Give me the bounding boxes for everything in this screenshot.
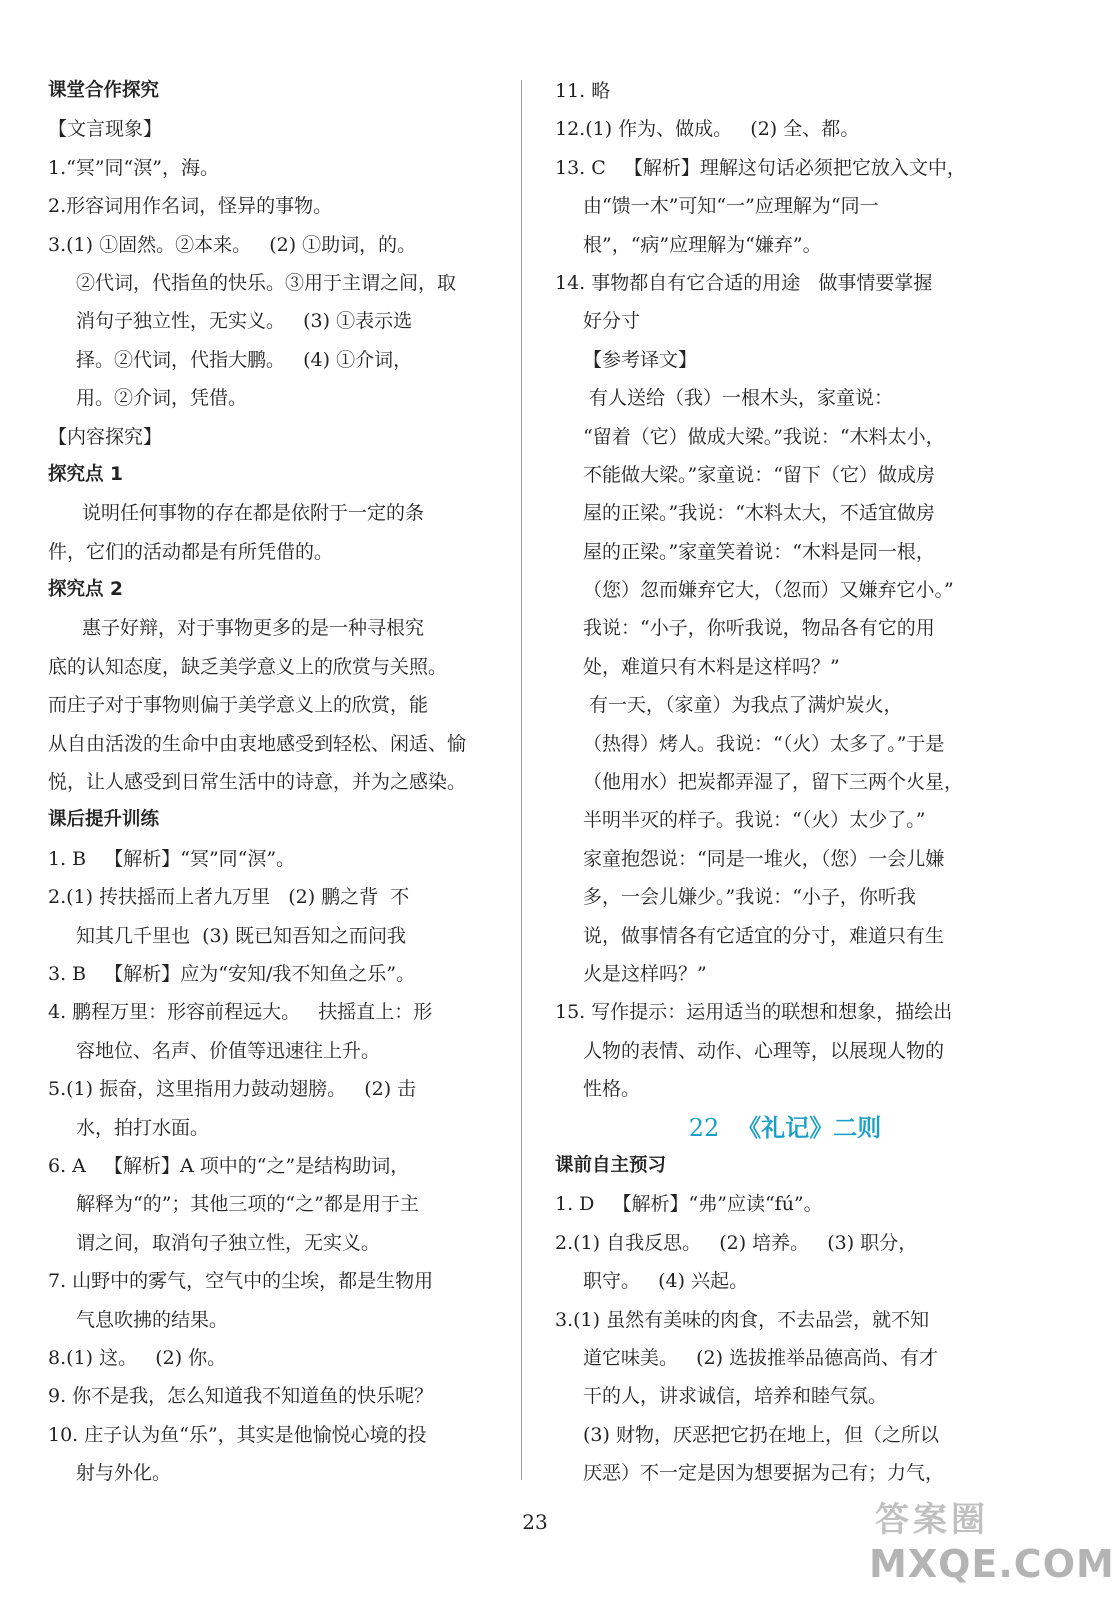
text-line: 由“馈一木”可知“一”应理解为“同一 bbox=[583, 195, 879, 218]
text-line: 屋的正梁。”我说：“木料太大，不适宜做房 bbox=[583, 502, 935, 525]
text-line: 说，做事情各有它适宜的分寸，难道只有生 bbox=[583, 924, 945, 947]
section-heading: 课后提升训练 bbox=[48, 809, 160, 831]
text-line: 容地位、名声、价值等迅速往上升。 bbox=[76, 1039, 381, 1062]
text-line: （他用水）把炭都弄湿了，留下三两个火星， bbox=[583, 771, 964, 794]
text-line: “留着（它）做成大梁。”我说：“木料太小， bbox=[583, 425, 945, 448]
text-line: 底的认知态度，缺乏美学意义上的欣赏与关照。 bbox=[48, 655, 448, 678]
watermark-bottom-text: MXQE.COM bbox=[869, 1542, 1115, 1586]
watermark-logo bbox=[855, 1492, 1115, 1592]
text-line: 火是这样吗？” bbox=[583, 962, 707, 985]
section-title bbox=[555, 1109, 1015, 1147]
text-line: 用。②介词，凭借。 bbox=[76, 387, 248, 410]
text-line: 5.(1) 振奋，这里指用力鼓动翅膀。 (2) 击 bbox=[48, 1078, 417, 1101]
text-line: （热得）烤人。我说：“（火）太多了。”于是 bbox=[583, 732, 945, 755]
text-line: 2.形容词用作名词，怪异的事物。 bbox=[48, 195, 333, 218]
text-line: （您）忽而嫌弃它大，（忽而）又嫌弃它小。” bbox=[583, 579, 954, 602]
text-line: 知其几千里也 (3) 既已知吾知之而问我 bbox=[76, 924, 407, 947]
watermark-top-text: 答案圈 bbox=[875, 1500, 989, 1540]
text-line: 处，难道只有木料是这样吗？” bbox=[583, 655, 840, 678]
text-line: 1.“冥”同“溟”，海。 bbox=[48, 156, 219, 179]
section-heading: 探究点 1 bbox=[48, 463, 123, 485]
text-line: 2.(1) 自我反思。 (2) 培养。 (3) 职分， bbox=[555, 1231, 918, 1254]
text-line: 4. 鹏程万里：形容前程远大。 扶摇直上：形 bbox=[48, 1001, 433, 1024]
text-line: 13. C 【解析】理解这句话必须把它放入文中， bbox=[555, 156, 966, 179]
text-line: 9. 你不是我，怎么知道我不知道鱼的快乐呢？ bbox=[48, 1385, 434, 1408]
text-line: (3) 财物，厌恶把它扔在地上，但（之所以 bbox=[583, 1423, 939, 1446]
text-line: 多，一会儿嫌少。”我说：“小子，你听我 bbox=[583, 886, 916, 909]
text-line: 厌恶）不一定是因为想要据为己有；力气， bbox=[583, 1462, 945, 1485]
text-line: 3.(1) 虽然有美味的肉食，不去品尝，就不知 bbox=[555, 1308, 930, 1331]
text-line: 件，它们的活动都是有所凭借的。 bbox=[48, 540, 334, 563]
text-line: 择。②代词，代指大鹏。 (4) ①介词， bbox=[76, 348, 413, 371]
text-line: 1. D 【解析】“弗”应读“fú”。 bbox=[555, 1193, 823, 1216]
text-line: 好分寸 bbox=[583, 310, 641, 333]
text-line: 干的人，讲求诚信，培养和睦气氛。 bbox=[583, 1385, 888, 1408]
text-line: 8.(1) 这。 (2) 你。 bbox=[48, 1346, 227, 1369]
text-line: 7. 山野中的雾气，空气中的尘埃，都是生物用 bbox=[48, 1270, 434, 1293]
text-line: 气息吹拂的结果。 bbox=[76, 1308, 229, 1331]
text-line: 2.(1) 抟扶摇而上者九万里 (2) 鹏之背 不 bbox=[48, 886, 410, 909]
section-number: 22 bbox=[688, 1113, 720, 1142]
text-line: 不能做大梁。”家童说：“留下（它）做成房 bbox=[583, 463, 935, 486]
text-line: 水，拍打水面。 bbox=[76, 1116, 210, 1139]
text-line: 说明任何事物的存在都是依附于一定的条 bbox=[82, 502, 425, 525]
text-line: ②代词，代指鱼的快乐。③用于主谓之间，取 bbox=[76, 271, 457, 294]
column-divider bbox=[521, 80, 522, 1480]
text-line: 3. B 【解析】应为“安知/我不知鱼之乐”。 bbox=[48, 962, 416, 985]
text-line: 有一天，（家童）为我点了满炉炭火， bbox=[589, 694, 903, 717]
text-line: 有人送给（我）一根木头，家童说： bbox=[589, 387, 894, 410]
text-line: 半明半灭的样子。我说：“（火）太少了。” bbox=[583, 809, 926, 832]
text-line: 1. B 【解析】“冥”同“溟”。 bbox=[48, 847, 296, 870]
text-line: 而庄子对于事物则偏于美学意义上的欣赏，能 bbox=[48, 694, 429, 717]
text-line: 人物的表情、动作、心理等，以展现人物的 bbox=[583, 1039, 945, 1062]
text-line: 6. A 【解析】A 项中的“之”是结构助词， bbox=[48, 1154, 410, 1177]
text-line: 【参考译文】 bbox=[583, 348, 698, 371]
section-title-text: 《礼记》二则 bbox=[737, 1112, 882, 1142]
right-column bbox=[555, 72, 1015, 1492]
text-line: 道它味美。 (2) 选拔推举品德高尚、有才 bbox=[583, 1346, 939, 1369]
text-line: 谓之间，取消句子独立性，无实义。 bbox=[76, 1231, 381, 1254]
text-line: 15. 写作提示：运用适当的联想和想象，描绘出 bbox=[555, 1001, 953, 1024]
text-line: 解释为“的”；其他三项的“之”都是用于主 bbox=[76, 1193, 419, 1216]
section-heading: 探究点 2 bbox=[48, 579, 123, 601]
text-line: 惠子好辩，对于事物更多的是一种寻根究 bbox=[82, 617, 425, 640]
text-line: 10. 庄子认为鱼“乐”，其实是他愉悦心境的投 bbox=[48, 1423, 427, 1446]
text-line: 消句子独立性，无实义。 (3) ①表示选 bbox=[76, 310, 413, 333]
text-line: 14. 事物都自有它合适的用途 做事情要掌握 bbox=[555, 271, 933, 294]
text-line: 【内容探究】 bbox=[48, 425, 163, 448]
text-line: 家童抱怨说：“同是一堆火，（您）一会儿嫌 bbox=[583, 847, 945, 870]
text-line: 从自由活泼的生命中由衷地感受到轻松、闲适、愉 bbox=[48, 732, 467, 755]
text-line: 我说：“小子，你听我说，物品各有它的用 bbox=[583, 617, 935, 640]
page-number: 23 bbox=[522, 1510, 548, 1534]
text-line: 射与外化。 bbox=[76, 1462, 172, 1485]
text-line: 职守。 (4) 兴起。 bbox=[583, 1270, 749, 1293]
left-column bbox=[48, 72, 488, 1492]
text-line: 11. 略 bbox=[555, 80, 611, 102]
section-heading: 课堂合作探究 bbox=[48, 80, 160, 101]
text-line: 悦，让人感受到日常生活中的诗意，并为之感染。 bbox=[48, 771, 467, 794]
text-line: 屋的正梁。”家童笑着说：“木料是同一根， bbox=[583, 540, 935, 563]
section-heading: 课前自主预习 bbox=[555, 1154, 667, 1176]
text-line: 12.(1) 作为、做成。 (2) 全、都。 bbox=[555, 118, 860, 141]
text-line: 3.(1) ①固然。②本来。 (2) ①助词，的。 bbox=[48, 233, 417, 256]
text-line: 性格。 bbox=[583, 1078, 641, 1101]
text-line: 【文言现象】 bbox=[48, 118, 163, 141]
text-line: 根”，“病”应理解为“嫌弃”。 bbox=[583, 233, 822, 256]
